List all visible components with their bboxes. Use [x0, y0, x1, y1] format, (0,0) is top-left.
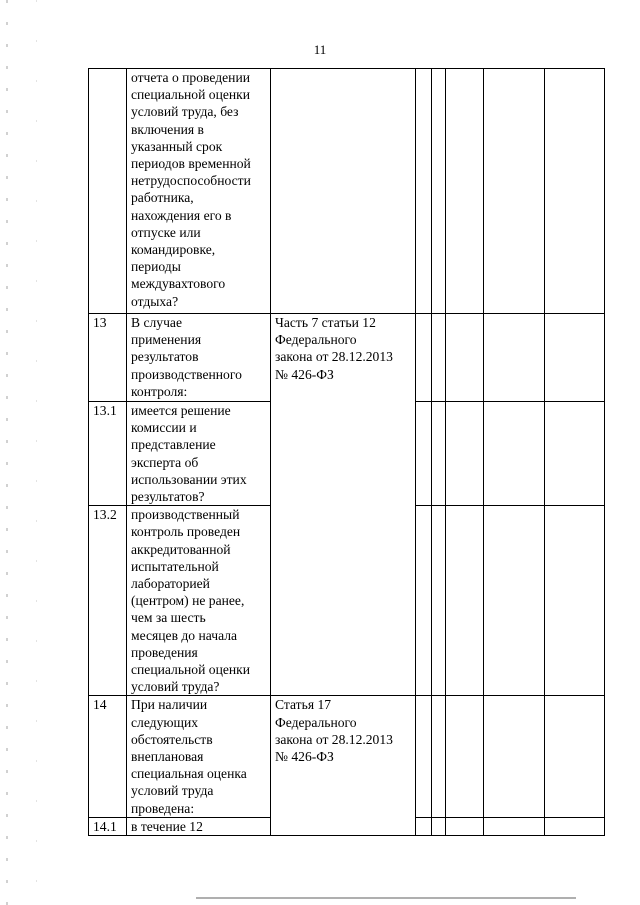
answer-cell: [416, 314, 432, 402]
answer-cell: [432, 402, 446, 506]
table-row: [89, 314, 605, 402]
answer-cell: [416, 817, 432, 835]
row-number: 14: [89, 696, 127, 817]
answer-cell: [432, 817, 446, 835]
requirement-text: имеется решение комиссии и представление эксперта об использовании этих результатов?: [127, 402, 271, 506]
answer-cell: [416, 69, 432, 314]
answer-cell: [484, 314, 545, 402]
answer-cell: [432, 506, 446, 696]
requirement-text: В случае применения результатов производственного контроля:: [127, 314, 271, 402]
answer-cell: [545, 314, 605, 402]
scan-edge-mark: [36, 0, 37, 905]
answer-cell: [432, 314, 446, 402]
answer-cell: [484, 506, 545, 696]
scan-bottom-mark: [196, 897, 576, 899]
answer-cell: [484, 69, 545, 314]
answer-cell: [545, 69, 605, 314]
answer-cell: [545, 696, 605, 817]
answer-cell: [545, 506, 605, 696]
row-number: [89, 69, 127, 314]
row-number: 14.1: [89, 817, 127, 835]
page-number: 11: [313, 42, 327, 57]
legal-basis: Часть 7 статьи 12 Федерального закона от 28.12.2013 № 426-ФЗ: [271, 314, 416, 696]
answer-cell: [432, 696, 446, 817]
answer-cell: [484, 817, 545, 835]
requirement-text: отчета о проведении специальной оценки условий труда, без включения в указанный срок периодов временной нетрудоспособности работника, нахождения его в отпуске или командировке, периоды междувахтового отдыха?: [127, 69, 271, 314]
answer-cell: [416, 402, 432, 506]
requirement-text: в течение 12: [127, 817, 271, 835]
scan-edge-mark: [6, 0, 8, 905]
row-number: 13.2: [89, 506, 127, 696]
answer-cell: [446, 402, 484, 506]
answer-cell: [446, 314, 484, 402]
legal-basis: Статья 17 Федерального закона от 28.12.2013 № 426-ФЗ: [271, 696, 416, 836]
answer-cell: [446, 69, 484, 314]
answer-cell: [484, 402, 545, 506]
table-row: [89, 696, 605, 817]
requirement-text: производственный контроль проведен аккредитованной испытательной лабораторией (центром) не ранее, чем за шесть месяцев до начала проведения специальной оценки условий труда?: [127, 506, 271, 696]
answer-cell: [446, 696, 484, 817]
table-row: [89, 69, 605, 314]
answer-cell: [545, 402, 605, 506]
answer-cell: [416, 506, 432, 696]
row-number: 13.1: [89, 402, 127, 506]
legal-basis: [271, 69, 416, 314]
answer-cell: [484, 696, 545, 817]
row-number: 13: [89, 314, 127, 402]
answer-cell: [446, 506, 484, 696]
answer-cell: [432, 69, 446, 314]
requirement-text: При наличии следующих обстоятельств внеплановая специальная оценка условий труда проведена:: [127, 696, 271, 817]
checklist-table: [88, 68, 605, 836]
answer-cell: [446, 817, 484, 835]
answer-cell: [416, 696, 432, 817]
answer-cell: [545, 817, 605, 835]
